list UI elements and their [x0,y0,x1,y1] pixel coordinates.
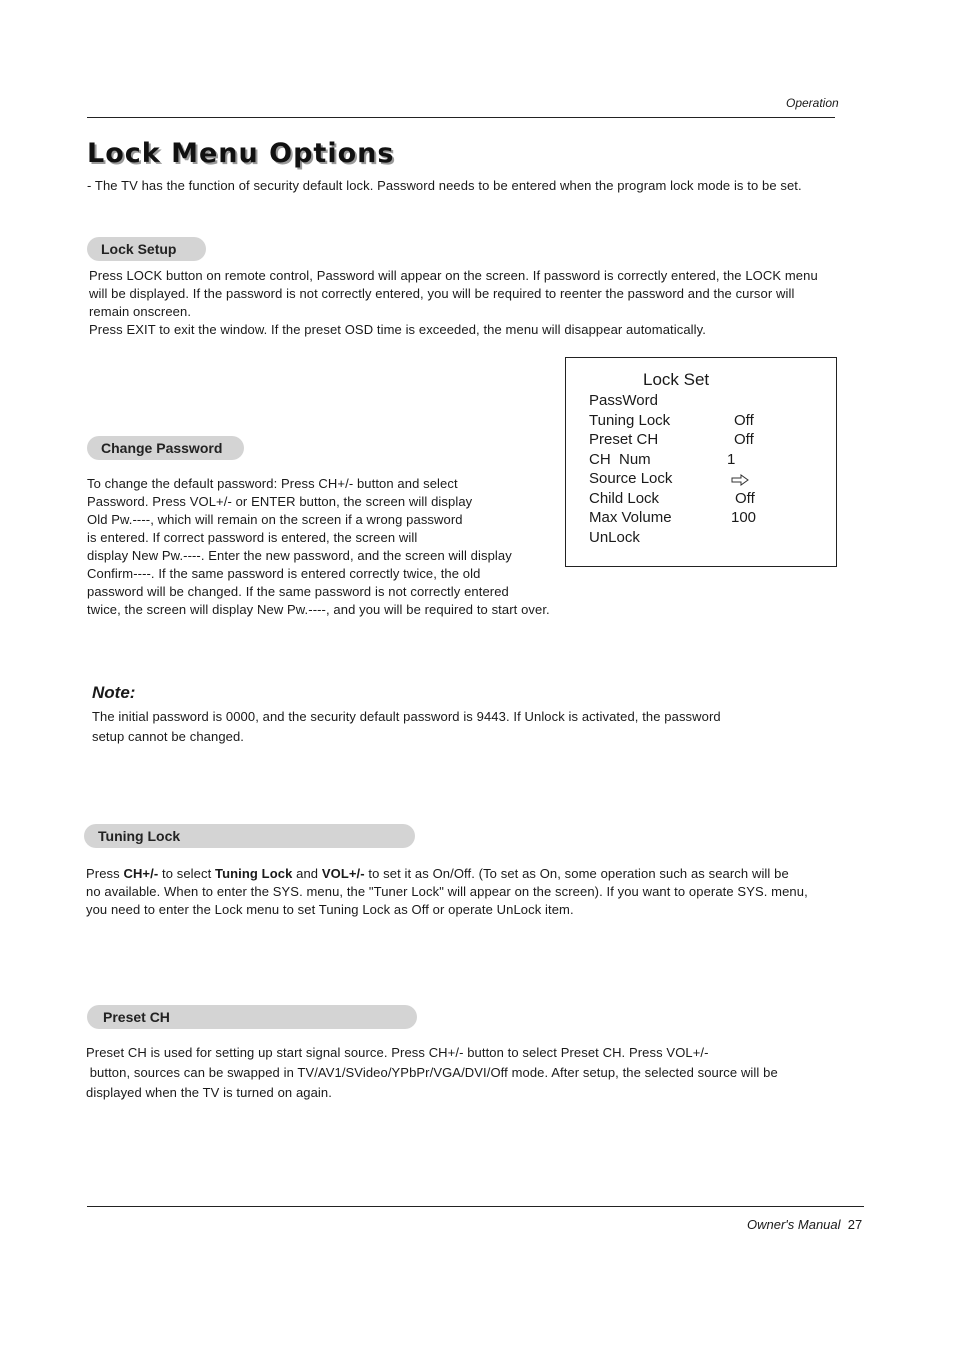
lock-set-title: Lock Set [643,370,710,389]
lock-setup-line: Press LOCK button on remote control, Password will appear on the screen. If password is correctly entered, the LOCK menu [89,268,818,283]
tuning-lock-line: no available. When to enter the SYS. menu, the "Tuner Lock" will appear on the screen). If you want to operate SYS. menu, [86,884,808,899]
note-line: The initial password is 0000, and the security default password is 9443. If Unlock is activated, the password [92,709,721,724]
footer [747,1217,862,1232]
manual-label: Owner's Manual [747,1217,841,1232]
lock-setup-text [89,267,869,339]
tuning-lock-heading: Tuning Lock [84,824,415,848]
intro-text: - The TV has the function of security default lock. Password needs to be entered when the program lock mode is to be set. [87,178,802,193]
note-line: setup cannot be changed. [92,729,245,744]
menu-item-preset-ch: Preset CH [589,431,659,448]
lock-set-menu [565,357,837,567]
change-password-line: Password. Press VOL+/- or ENTER button, the screen will display [87,494,473,509]
change-password-text [87,475,557,619]
tuning-lock-text [86,865,866,919]
change-password-line: twice, the screen will display New Pw.----, and you will be required to start over. [87,602,550,617]
change-password-line: is entered. If correct password is entered, the screen will [87,530,418,545]
header-divider [87,117,835,118]
preset-ch-heading: Preset CH [87,1005,417,1029]
preset-ch-value: Off [734,431,754,448]
max-volume-value: 100 [731,509,757,526]
tuning-lock-line: Press CH+/- to select Tuning Lock and VOL+/- to set it as On/Off. (To set as On, some operation such as search will be [86,866,789,881]
menu-item-ch-num: CH Num [589,451,651,468]
lock-setup-line: will be displayed. If the password is not correctly entered, you will be required to reenter the password and the cursor will [89,286,795,301]
menu-item-unlock: UnLock [589,529,640,546]
change-password-line: display New Pw.----. Enter the new password, and the screen will display [87,548,512,563]
change-password-line: password will be changed. If the same password is not correctly entered [87,584,509,599]
page-number: 27 [847,1217,863,1232]
note-text [92,707,852,747]
change-password-line: To change the default password: Press CH+/- button and select [87,476,458,491]
change-password-line: Old Pw.----, which will remain on the screen if a wrong password [87,512,463,527]
preset-ch-line: button, sources can be swapped in TV/AV1/SVideo/YPbPr/VGA/DVI/Off mode. After setup, the selected source will be [86,1065,778,1080]
menu-item-child-lock: Child Lock [589,490,660,507]
change-password-line: Confirm----. If the same password is entered correctly twice, the old [87,566,481,581]
page-title: Lock Menu Options [87,138,395,169]
lock-setup-line: Press EXIT to exit the window. If the preset OSD time is exceeded, the menu will disappear automatically. [89,322,706,337]
menu-item-tuning-lock: Tuning Lock [589,412,671,429]
menu-item-source-lock: Source Lock [589,470,673,487]
lock-setup-line: remain onscreen. [89,304,192,319]
menu-item-max-volume: Max Volume [589,509,672,526]
ch-num-value: 1 [727,451,736,468]
tuning-lock-line: you need to enter the Lock menu to set Tuning Lock as Off or operate UnLock item. [86,902,574,917]
child-lock-value: Off [735,490,755,507]
footer-divider [87,1206,864,1207]
preset-ch-line: displayed when the TV is turned on again. [86,1085,332,1100]
lock-setup-heading: Lock Setup [87,237,206,261]
change-password-heading: Change Password [87,436,244,460]
note-heading: Note: [92,683,136,702]
preset-ch-line: Preset CH is used for setting up start signal source. Press CH+/- button to select Preset CH. Press VOL+/- [86,1045,709,1060]
tuning-lock-value: Off [734,412,754,429]
preset-ch-text [86,1043,866,1103]
section-label: Operation [786,96,839,110]
menu-item-password: PassWord [589,392,658,409]
